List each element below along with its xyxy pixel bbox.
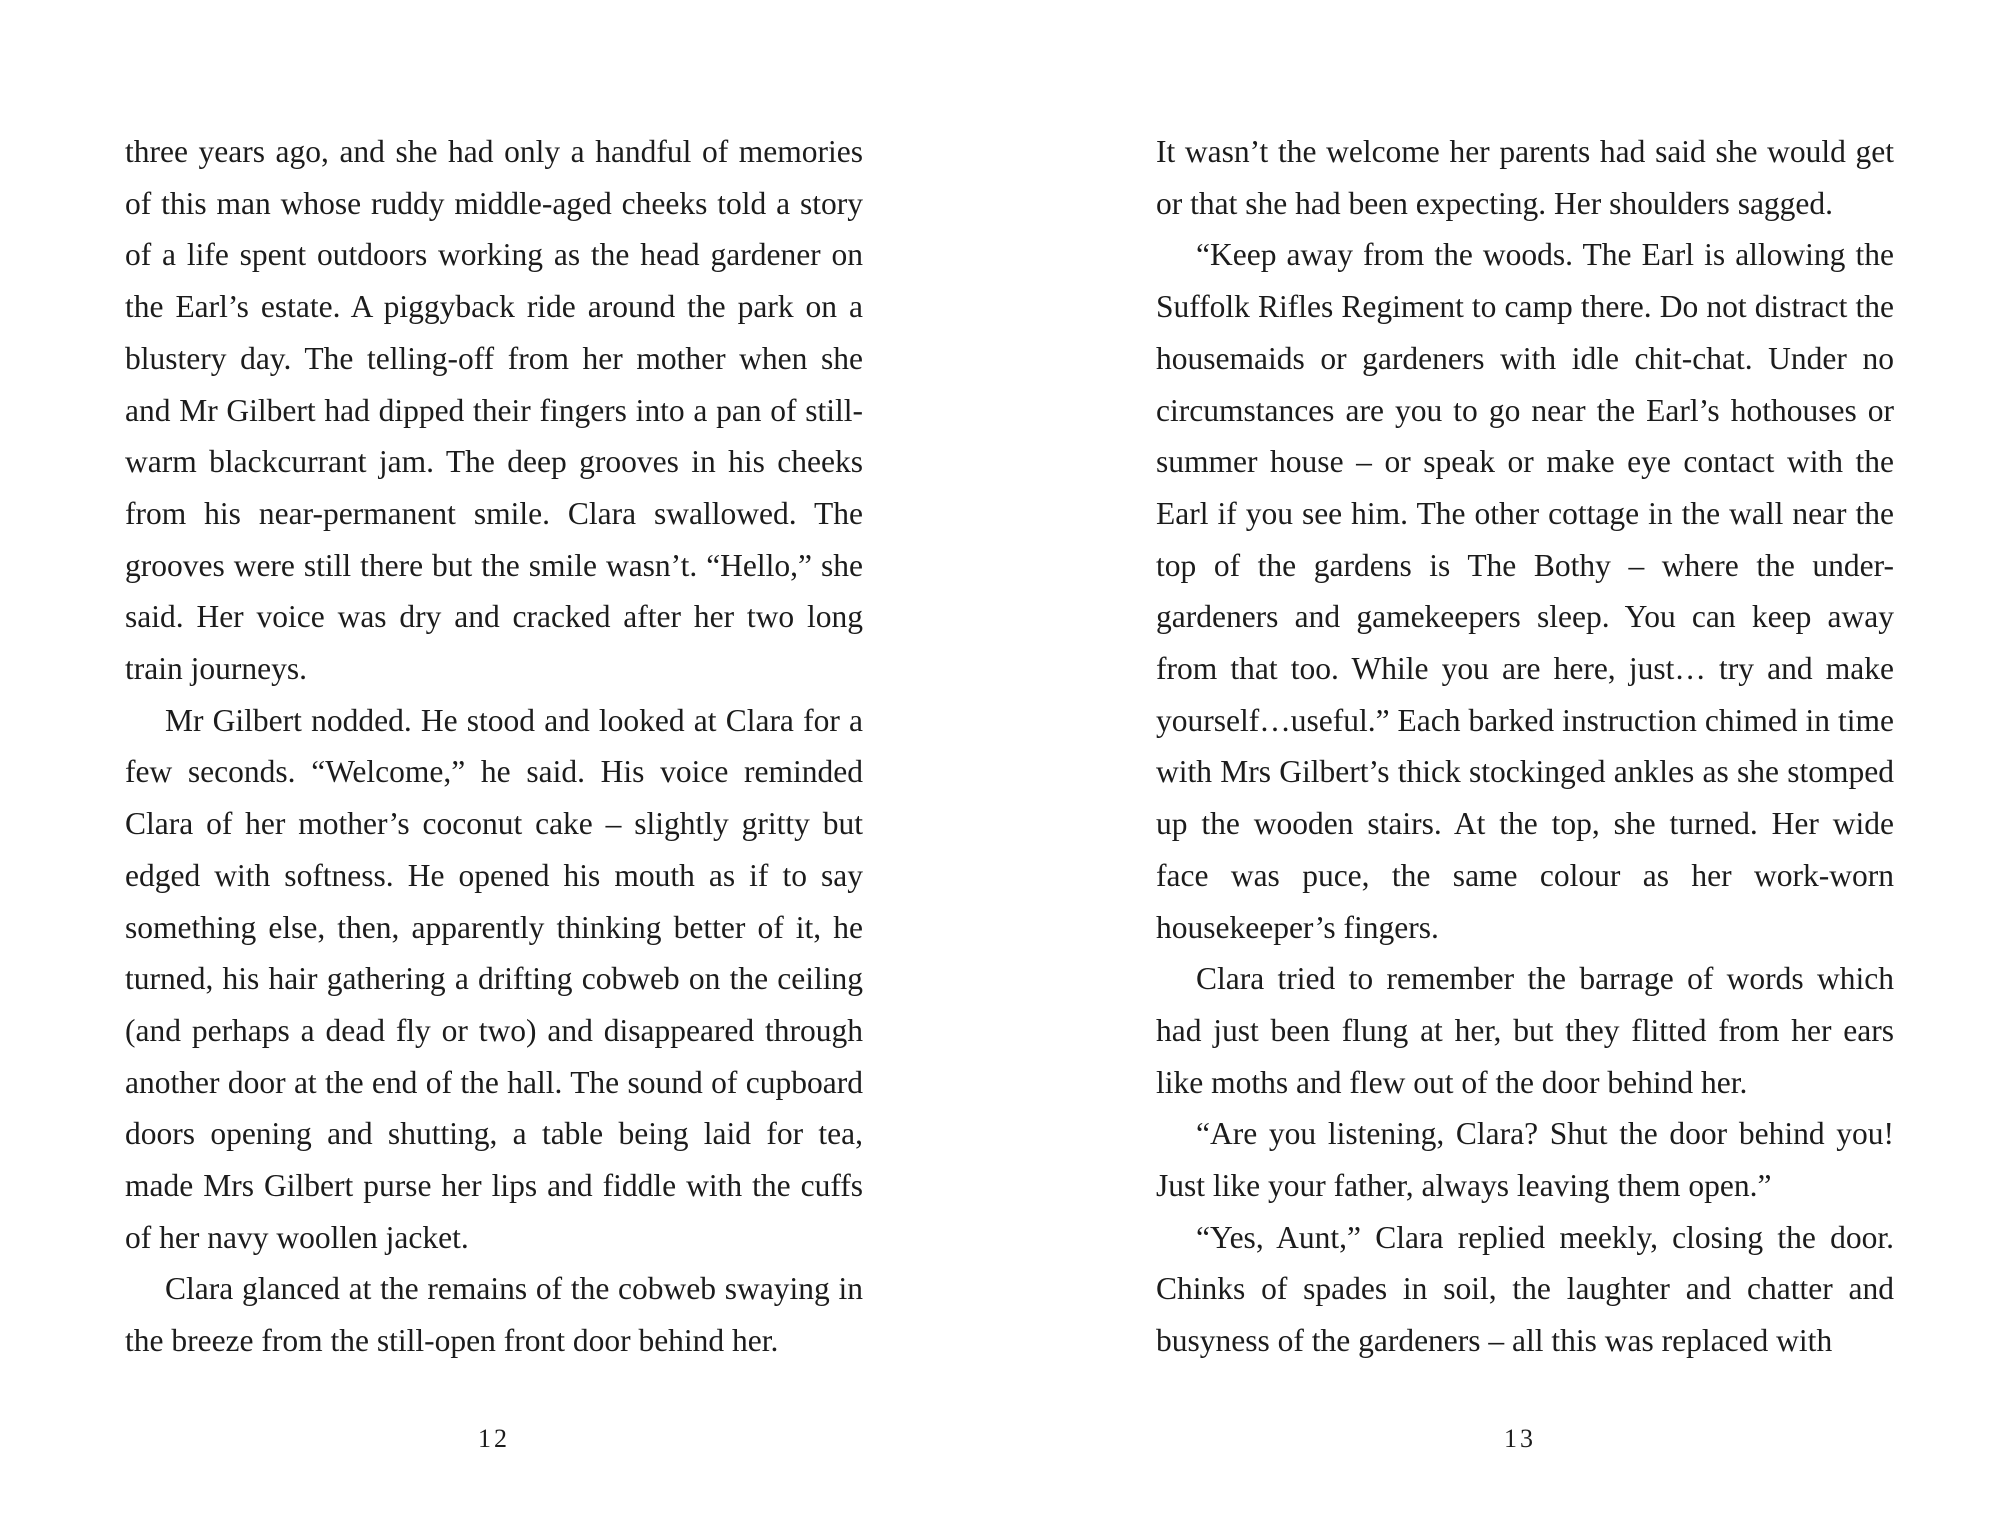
right-page (1000, 0, 2000, 1524)
paragraph: “Keep away from the woods. The Earl is allowing the Suffolk Rifles Regiment to camp there. Do not distract the housemaids or gardeners with idle chit-chat. Under no circumstances are you to go near the Earl’s hothouses or summer house – or speak or make eye contact with the Earl if you see him. The other cottage in the wall near the top of the gardens is The Bothy – where the under-gardeners and gamekeepers sleep. You can keep away from that too. While you are here, just… try and make yourself…useful.” Each barked instruction chimed in time with Mrs Gilbert’s thick stockinged ankles as she stomped up the wooden stairs. At the top, she turned. Her wide face was puce, the same colour as her work-worn housekeeper’s fingers. (1156, 237, 1894, 945)
paragraph: Clara glanced at the remains of the cobweb swaying in the breeze from the still-open front door behind her. (125, 1271, 863, 1359)
paragraph: “Are you listening, Clara? Shut the door behind you! Just like your father, always leaving them open.” (1156, 1116, 1894, 1204)
paragraph: Mr Gilbert nodded. He stood and looked at Clara for a few seconds. “Welcome,” he said. His voice reminded Clara of her mother’s coconut cake – slightly gritty but edged with softness. He opened his mouth as if to say something else, then, apparently thinking better of it, he turned, his hair gathering a drifting cobweb on the ceiling (and perhaps a dead fly or two) and disappeared through another door at the end of the hall. The sound of cupboard doors opening and shutting, a table being laid for tea, made Mrs Gilbert purse her lips and fiddle with the cuffs of her navy woollen jacket. (125, 702, 863, 1255)
paragraph: It wasn’t the welcome her parents had said she would get or that she had been expecting. Her shoulders sagged. (1156, 134, 1894, 221)
paragraph: “Yes, Aunt,” Clara replied meekly, closing the door. Chinks of spades in soil, the laughter and chatter and busyness of the gardeners – all this was replaced with (1156, 1219, 1894, 1359)
paragraph: three years ago, and she had only a handful of memories of this man whose ruddy middle-aged cheeks told a story of a life spent outdoors working as the head gardener on the Earl’s estate. A piggyback ride around the park on a blustery day. The telling-off from her mother when she and Mr Gilbert had dipped their fingers into a pan of still-warm blackcurrant jam. The deep grooves in his cheeks from his near-permanent smile. Clara swallowed. The grooves were still there but the smile wasn’t. “Hello,” she said. Her voice was dry and cracked after her two long train journeys. (125, 134, 863, 687)
right-page-text (1156, 126, 1894, 1367)
paragraph: Clara tried to remember the barrage of words which had just been flung at her, but they flitted from her ears like moths and flew out of the door behind her. (1156, 961, 1894, 1100)
page-number: 13 (1504, 1424, 1536, 1453)
page-number: 12 (478, 1424, 510, 1453)
left-page-text (125, 126, 863, 1367)
